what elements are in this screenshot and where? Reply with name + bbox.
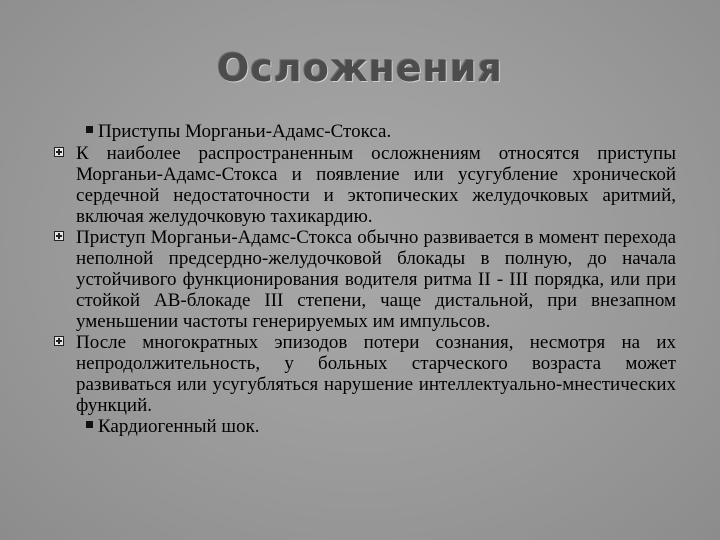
slide-title: Осложнения <box>217 46 503 90</box>
list-item-text: Приступ Морганьи-Адамс-Стокса обычно развивается в момент перехода неполной предсердно-желудочковой блокады в полную, до начала устойчивого функционирования водителя ритма II - III порядка, или при стойкой АВ-блокаде III степени, чаще дистальной, при внезапном уменьшении частоты генерируемых им импульсов. <box>76 227 676 332</box>
slide-content <box>48 121 676 437</box>
boxed-plus-bullet-icon <box>54 336 64 346</box>
list-item-text: Приступы Морганьи-Адамс-Стокса. <box>98 121 392 142</box>
list-item-text: Кардиогенный шок. <box>98 416 260 437</box>
list-item <box>48 416 676 437</box>
list-item <box>48 121 676 142</box>
list-item-text: После многократных эпизодов потери сознания, несмотря на их непродолжительность, у больных старческого возраста может развиваться или усугубляться нарушение интеллектуально-мнестических функций. <box>76 332 676 416</box>
square-bullet-icon <box>86 421 93 428</box>
square-bullet-icon <box>86 126 93 133</box>
boxed-plus-bullet-icon <box>54 147 64 157</box>
list-item <box>48 143 676 227</box>
list-item-text: К наиболее распространенным осложнениям относятся приступы Морганьи-Адамс-Стокса и появление или усугубление хронической сердечной недостаточности и эктопических желудочковых аритмий, включая желудочковую тахикардию. <box>76 143 676 227</box>
list-item <box>48 332 676 416</box>
list-item <box>48 227 676 332</box>
boxed-plus-bullet-icon <box>54 231 64 241</box>
